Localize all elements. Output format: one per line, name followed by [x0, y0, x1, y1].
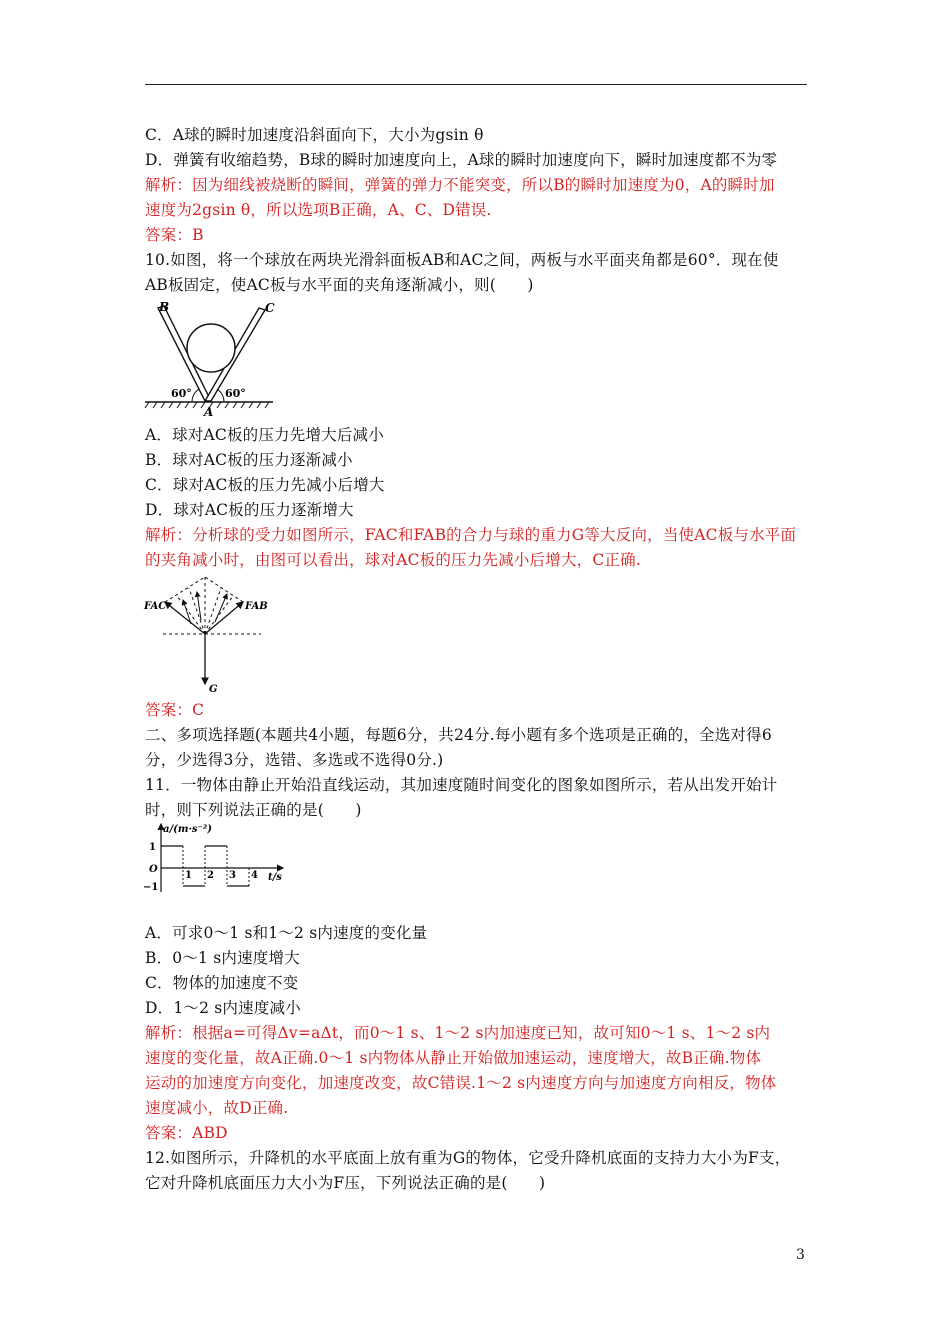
origin-label: O: [149, 864, 158, 875]
label-b: B: [159, 300, 170, 314]
option-d-prev: D．弹簧有收缩趋势，B球的瞬时加速度向上，A球的瞬时加速度向下，瞬时加速度都不为零: [145, 151, 778, 169]
option-c-prev: C．A球的瞬时加速度沿斜面向下，大小为gsin θ: [145, 126, 484, 144]
option-c-11: C．物体的加速度不变: [145, 974, 299, 992]
tick-x-4: 4: [251, 870, 258, 881]
label-g: G: [209, 684, 218, 695]
analysis-11-line1: 解析：根据a=可得Δv=aΔt，而0～1 s、1～2 s内加速度已知，故可知0～1 s、1～2 s内: [145, 1024, 771, 1042]
tick-x-1: 1: [185, 870, 192, 881]
tick-y-neg1: −1: [143, 882, 159, 893]
analysis-9-line1: 解析：因为细线被烧断的瞬间，弹簧的弹力不能突变，所以B的瞬时加速度为0，A的瞬时加: [145, 176, 775, 194]
page-number: 3: [796, 1247, 805, 1263]
option-d-10: D．球对AC板的压力逐渐增大: [145, 501, 354, 519]
analysis-10-line2: 的夹角减小时，由图可以看出，球对AC板的压力先减小后增大，C正确.: [145, 551, 641, 569]
angle-left-label: 60°: [171, 387, 192, 400]
tick-y-1: 1: [149, 842, 156, 853]
option-a-11: A．可求0～1 s和1～2 s内速度的变化量: [145, 924, 428, 942]
option-d-11: D．1～2 s内速度减小: [145, 999, 301, 1017]
answer-9: 答案：B: [145, 226, 204, 244]
answer-11: 答案：ABD: [145, 1124, 228, 1142]
tick-x-3: 3: [229, 870, 236, 881]
analysis-11-line4: 速度减小，故D正确.: [145, 1099, 289, 1117]
option-b-11: B．0～1 s内速度增大: [145, 949, 300, 967]
question-12-line2: 它对升降机底面压力大小为F压，下列说法正确的是( ): [145, 1174, 546, 1192]
question-11-line1: 11．一物体由静止开始沿直线运动，其加速度随时间变化的图象如图所示，若从出发开始计: [145, 776, 778, 794]
section-2-heading-line1: 二、多项选择题(本题共4小题，每题6分，共24分.每小题有多个选项是正确的，全选对得6: [145, 726, 772, 744]
y-axis-label: a/(m·s⁻²): [163, 824, 212, 835]
option-a-10: A．球对AC板的压力先增大后减小: [145, 426, 384, 444]
force-diagram-figure: [143, 572, 283, 697]
question-10-line1: 10.如图，将一个球放在两块光滑斜面板AB和AC之间，两板与水平面夹角都是60°．现在使: [145, 251, 779, 269]
header-rule: [145, 84, 807, 85]
label-fac: FAC: [144, 601, 167, 612]
option-c-10: C．球对AC板的压力先减小后增大: [145, 476, 385, 494]
acceleration-time-graph: [143, 822, 293, 897]
question-10-line2: AB板固定，使AC板与水平面的夹角逐渐减小，则( ): [145, 276, 534, 294]
analysis-11-line3: 运动的加速度方向变化，加速度改变，故C错误.1～2 s内速度方向与加速度方向相反，物体: [145, 1074, 777, 1092]
label-a: A: [204, 405, 214, 419]
label-c: C: [265, 301, 275, 315]
section-2-heading-line2: 分，少选得3分，选错、多选或不选得0分.): [145, 751, 444, 769]
x-axis-label: t/s: [268, 872, 282, 883]
ball-plates-figure: [145, 298, 285, 418]
analysis-11-line2: 速度的变化量，故A正确.0～1 s内物体从静止开始做加速运动，速度增大，故B正确.物体: [145, 1049, 762, 1067]
option-b-10: B．球对AC板的压力逐渐减小: [145, 451, 353, 469]
analysis-9-line2: 速度为2gsin θ，所以选项B正确，A、C、D错误.: [145, 201, 492, 219]
label-fab: FAB: [245, 601, 268, 612]
tick-x-2: 2: [207, 870, 214, 881]
answer-10: 答案：C: [145, 701, 205, 719]
question-12-line1: 12.如图所示，升降机的水平底面上放有重为G的物体，它受升降机底面的支持力大小为F支，: [145, 1149, 791, 1167]
analysis-10-line1: 解析：分析球的受力如图所示，FAC和FAB的合力与球的重力G等大反向，当使AC板与水平面: [145, 526, 797, 544]
question-11-line2: 时，则下列说法正确的是( ): [145, 801, 362, 819]
angle-right-label: 60°: [225, 387, 246, 400]
